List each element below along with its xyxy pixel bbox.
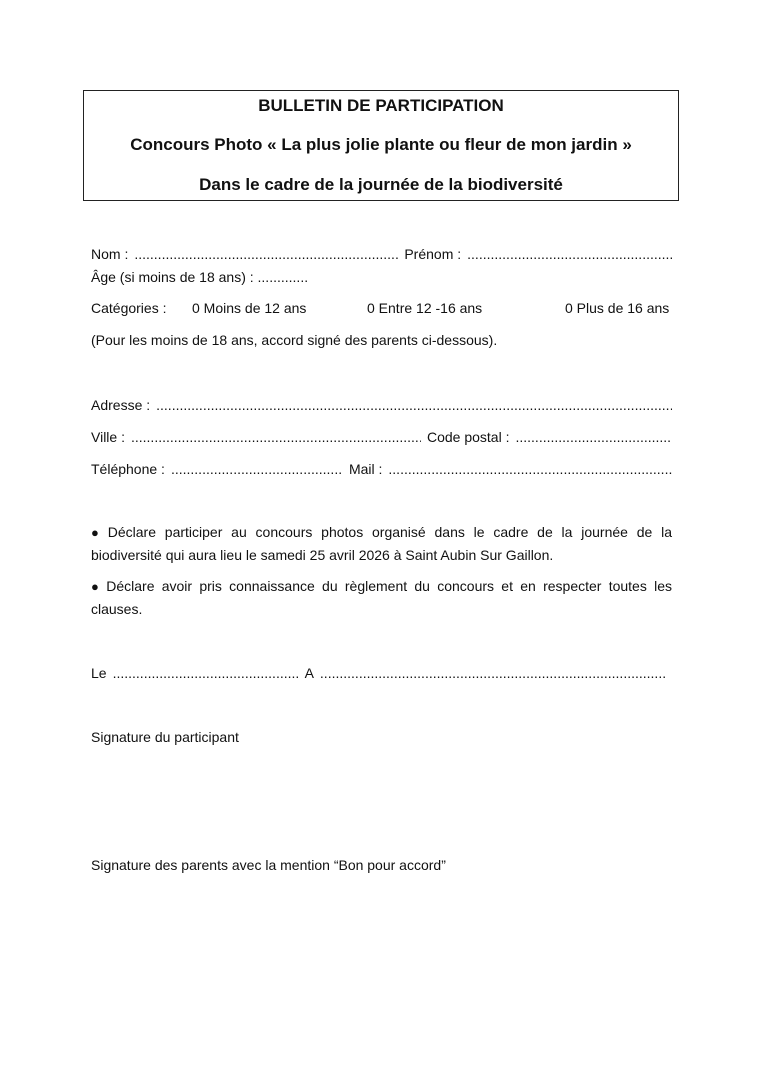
adresse-label: Adresse : — [91, 397, 151, 413]
address-row — [91, 396, 672, 414]
prenom-field[interactable] — [467, 245, 672, 263]
age-row — [91, 268, 308, 286]
date-place-row — [91, 664, 667, 682]
date-field[interactable] — [113, 664, 299, 682]
bullet-icon: ● — [91, 579, 103, 594]
age-field[interactable]: ............. — [257, 269, 309, 285]
mail-field[interactable] — [388, 460, 672, 478]
parents-note: (Pour les moins de 18 ans, accord signé des parents ci-dessous). — [91, 332, 498, 348]
declaration-1-text: Déclare participer au concours photos organisé dans le cadre de la journée de la biodiversité qui aura lieu le samedi 25 avril 2026 à Saint Aubin Sur Gaillon. — [91, 524, 672, 563]
prenom-label: Prénom : — [404, 246, 462, 262]
contest-title: Concours Photo « La plus jolie plante ou fleur de mon jardin » — [130, 135, 632, 154]
code-postal-label: Code postal : — [426, 429, 510, 445]
signature-parents-label: Signature des parents avec la mention “Bon pour accord” — [91, 857, 446, 873]
declaration-2 — [91, 575, 672, 620]
code-postal-field[interactable] — [515, 428, 672, 446]
adresse-field[interactable] — [156, 396, 672, 414]
le-label: Le — [91, 665, 107, 681]
contact-row — [91, 460, 672, 478]
a-label: A — [304, 665, 314, 681]
ville-label: Ville : — [91, 429, 125, 445]
header-box — [83, 90, 679, 201]
declaration-1 — [91, 521, 672, 566]
nom-label: Nom : — [91, 246, 129, 262]
declaration-2-text: Déclare avoir pris connaissance du règlement du concours et en respecter toutes les clauses. — [91, 578, 673, 617]
category-12-16-option[interactable]: 0 Entre 12 -16 ans — [367, 300, 483, 316]
place-field[interactable] — [320, 664, 667, 682]
city-row — [91, 428, 672, 446]
telephone-field[interactable] — [171, 460, 343, 478]
signature-participant-label: Signature du participant — [91, 729, 239, 745]
ville-field[interactable] — [131, 428, 421, 446]
contest-context: Dans le cadre de la journée de la biodiversité — [199, 175, 563, 194]
category-under-12-option[interactable]: 0 Moins de 12 ans — [192, 300, 307, 316]
category-over-16-option[interactable]: 0 Plus de 16 ans — [565, 300, 670, 316]
age-label: Âge (si moins de 18 ans) : — [91, 269, 254, 285]
form-title: BULLETIN DE PARTICIPATION — [258, 96, 504, 115]
telephone-label: Téléphone : — [91, 461, 165, 477]
mail-label: Mail : — [348, 461, 383, 477]
categories-label: Catégories : — [91, 300, 167, 316]
bullet-icon: ● — [91, 525, 104, 540]
nom-field[interactable] — [134, 245, 398, 263]
name-row — [91, 245, 672, 263]
